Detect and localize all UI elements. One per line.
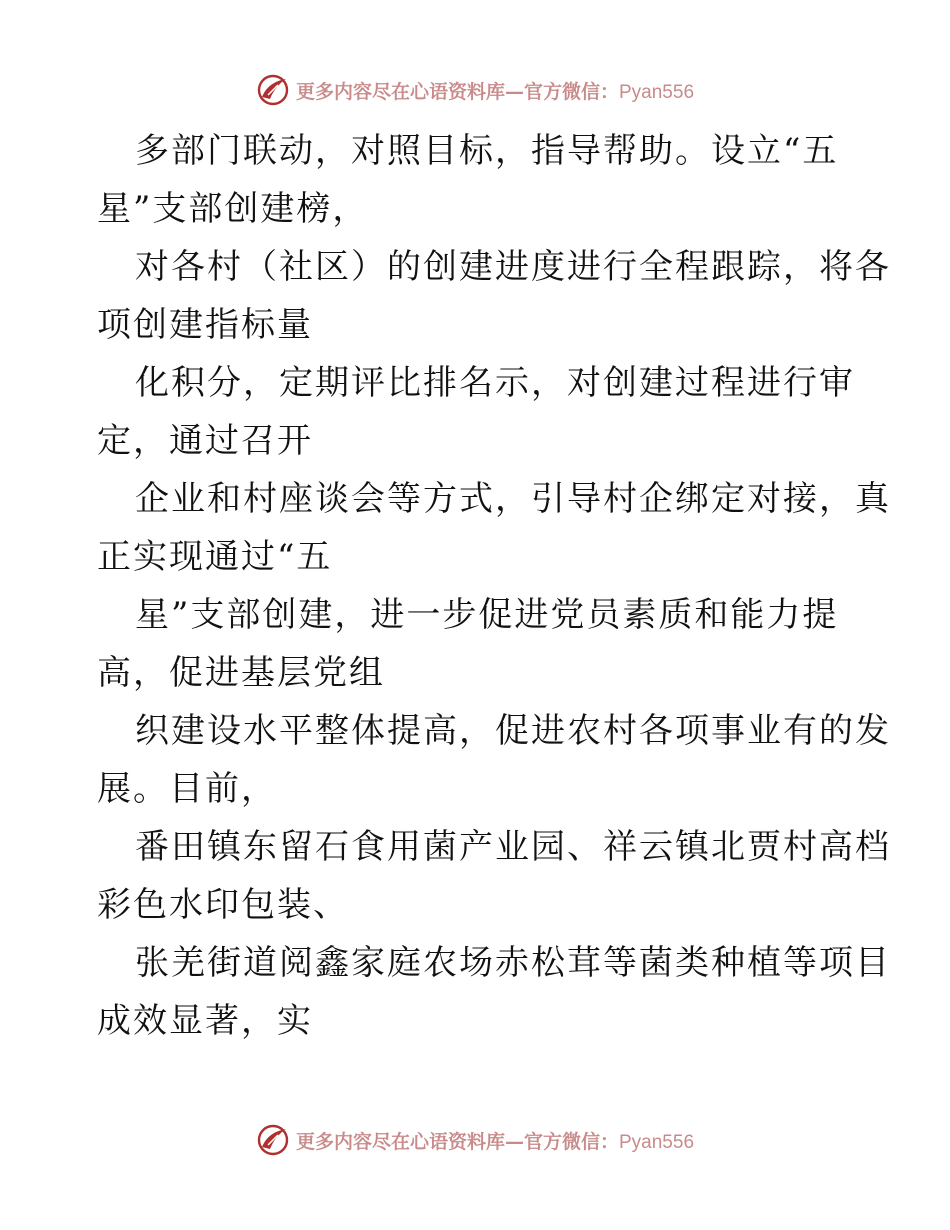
text-line: 彩色水印包装、 xyxy=(97,885,349,925)
text-line: 定，通过召开 xyxy=(97,421,313,461)
pen-logo-icon xyxy=(256,73,290,107)
footer-watermark xyxy=(0,1120,950,1160)
wechat-id: Pyan556 xyxy=(619,1131,695,1153)
text-line: 星”支部创建，进一步促进党员素质和能力提 xyxy=(135,595,839,635)
text-line: 项创建指标量 xyxy=(97,305,313,345)
pen-logo-icon xyxy=(256,1123,290,1157)
text-line: 成效显著，实 xyxy=(97,1001,313,1041)
text-line: 展。目前， xyxy=(97,769,277,809)
watermark-text: 更多内容尽在心语资料库—官方微信：Pyan556 xyxy=(295,1130,695,1153)
text-line: 多部门联动，对照目标，指导帮助。设立“五 xyxy=(135,131,839,171)
text-line: 番田镇东留石食用菌产业园、祥云镇北贾村高档 xyxy=(135,827,891,867)
text-line: 正实现通过“五 xyxy=(97,537,333,577)
header-watermark xyxy=(0,70,950,110)
text-line: 星”支部创建榜， xyxy=(97,189,369,229)
text-line: 对各村（社区）的创建进度进行全程跟踪，将各 xyxy=(135,247,891,287)
text-line: 张羌街道阅鑫家庭农场赤松茸等菌类种植等项目 xyxy=(135,943,891,983)
text-line: 企业和村座谈会等方式，引导村企绑定对接，真 xyxy=(135,479,891,519)
text-line: 化积分，定期评比排名示，对创建过程进行审 xyxy=(135,363,855,403)
watermark-text: 更多内容尽在心语资料库—官方微信：Pyan556 xyxy=(295,80,695,103)
text-line: 高，促进基层党组 xyxy=(97,653,385,693)
wechat-id: Pyan556 xyxy=(619,81,695,103)
text-line: 织建设水平整体提高，促进农村各项事业有的发 xyxy=(135,711,891,751)
document-body xyxy=(97,122,891,1050)
